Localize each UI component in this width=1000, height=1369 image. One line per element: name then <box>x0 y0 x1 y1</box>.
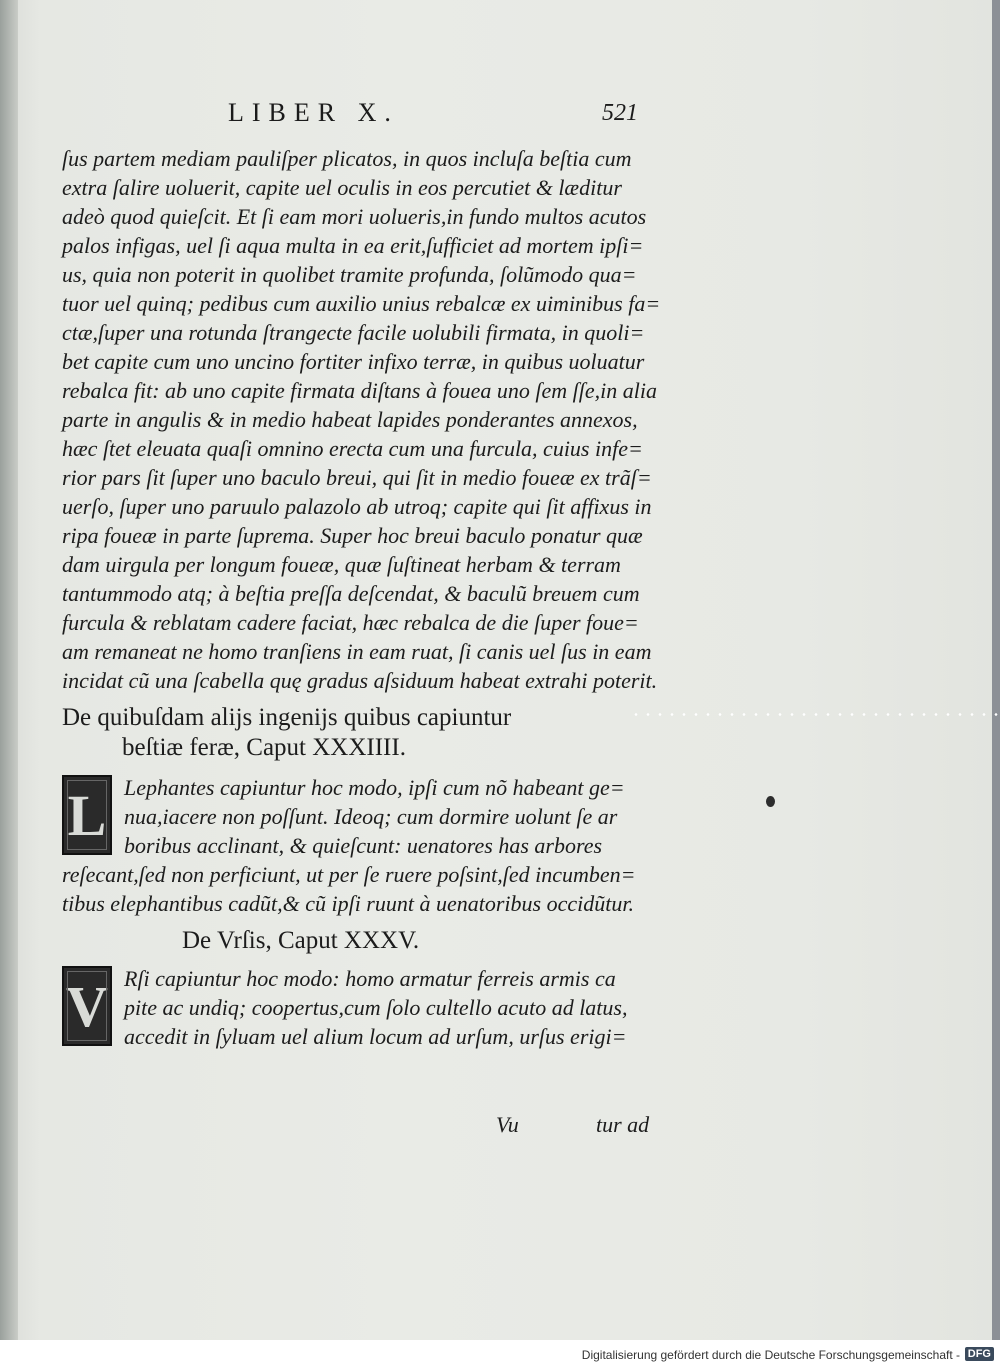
text-line: rior pars ſit ſuper uno baculo breui, qui ſit in medio foueæ ex trãſ= <box>62 465 652 490</box>
footer-credit: Digitalisierung gefördert durch die Deutsche Forschungsgemeinschaft - <box>581 1348 960 1362</box>
chapter-heading-35: De Vrſis, Caput XXXV. <box>182 927 420 954</box>
text-line: adeò quod quieſcit. Et ſi eam mori uolueris,in fundo multos acutos <box>62 204 647 229</box>
text-line: hæc ſtet eleuata quaſi omnino erecta cum una furcula, cuius infe= <box>62 436 643 461</box>
text-line: incidat cũ una ſcabella quę gradus aſsiduum habeat extrahi poterit. <box>62 668 658 693</box>
text-line: ſus partem mediam pauliſper plicatos, in quos incluſa beſtia cum <box>62 146 632 171</box>
paragraph-continuation <box>62 144 661 695</box>
text-line: furcula & reblatam cadere faciat, hæc rebalca de die ſuper foue= <box>62 610 639 635</box>
text-line: bet capite cum uno uncino fortiter infixo terræ, in quibus uoluatur <box>62 349 645 374</box>
scan-dotted-line <box>630 713 1000 716</box>
page-number: 521 <box>602 100 638 126</box>
text-line: us, quia non poterit in quolibet tramite profunda, ſolũmodo qua= <box>62 262 637 287</box>
text-line: ctæ,ſuper una rotunda ſtrangecte facile uolubili firmata, in quoli= <box>62 320 645 345</box>
chapter-heading-34-line1: De quibuſdam aliјs ingenijs quibus capiuntur <box>62 704 512 731</box>
chapter-heading-34-line2: beſtiæ feræ, Caput XXXIIII. <box>122 734 406 761</box>
text-line: ripa foueæ in parte ſuprema. Super hoc breui baculo ponatur quæ <box>62 523 643 548</box>
text-line: palos infigas, uel ſi aqua multa in ea erit,ſufficiet ad mortem ipſi= <box>62 233 644 258</box>
text-line: parte in angulis & in medio habeat lapides ponderantes annexos, <box>62 407 638 432</box>
decorated-initial-l: L <box>62 775 112 855</box>
text-line: Lephantes capiuntur hoc modo, ipſi cum nõ habeant ge= <box>124 775 625 800</box>
text-line: accedit in ſyluam uel alium locum ad urſum, urſus erigi= <box>124 1024 627 1049</box>
text-block <box>62 144 661 1051</box>
text-line: dam uirgula per longum foueæ, quæ ſuſtineat herbam & terram <box>62 552 621 577</box>
text-line: boribus acclinant, & quieſcunt: uenatores has arbores <box>124 833 603 858</box>
signature-mark: Vu <box>496 1112 519 1137</box>
paragraph-elephants <box>62 773 642 918</box>
text-line: tuor uel quinq; pedibus cum auxilio unius rebalcæ ex uiminibus fa= <box>62 291 661 316</box>
text-line: Rſi capiuntur hoc modo: homo armatur ferreis armis ca <box>124 966 616 991</box>
catchline <box>0 1112 1000 1140</box>
text-line: rebalca fit: ab uno capite firmata diſtans à fouea uno ſem ſſe,in alia <box>62 378 657 403</box>
ink-speck <box>766 796 775 807</box>
text-line: extra ſalire uoluerit, capite uel oculis in eos percutiet & læditur <box>62 175 622 200</box>
text-line: nua,iacere non poſſunt. Ideoq; cum dormire uolunt ſe ar <box>124 804 618 829</box>
text-line: reſecant,ſed non perficiunt, ut per ſe ruere poſsint,ſed incumben= <box>62 862 636 887</box>
footer-bar <box>0 1340 1000 1369</box>
text-line: tantummodo atq; à beſtia preſſa deſcendat, & baculũ breuem cum <box>62 581 640 606</box>
page-header <box>0 98 1000 134</box>
decorated-initial-v: V <box>62 966 112 1046</box>
text-line: tibus elephantibus cadũt,& cũ ipſi ruunt à uenatoribus occidũtur. <box>62 891 634 916</box>
paragraph-bears <box>62 964 642 1051</box>
dfg-logo: DFG <box>965 1347 994 1361</box>
text-line: am remaneat ne homo tranſiens in eam ruat, ſi canis uel ſus in eam <box>62 639 652 664</box>
running-head: LIBER X. <box>228 98 399 127</box>
catchword: tur ad <box>596 1112 650 1137</box>
text-line: pite ac undiq; coopertus,cum ſolo cultello acuto ad latus, <box>124 995 628 1020</box>
text-line: uerſo, ſuper uno paruulo palazolo ab utroq; capite qui ſit affixus in <box>62 494 652 519</box>
